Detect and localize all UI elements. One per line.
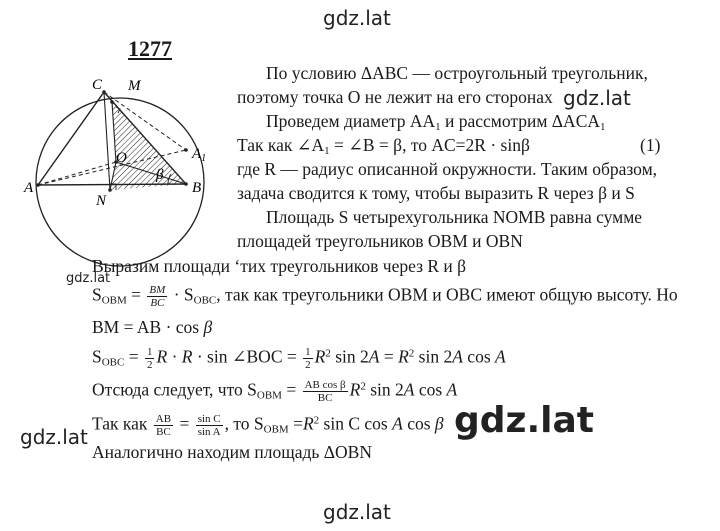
text-line-12: $S_{OBC}$ = $\frac{1}{2}$ R · R · sin ∠BOC = $\frac{1}{2}$ $R^2$ $\sin 2A = R^2$ sin 2A cos A	[92, 346, 506, 371]
watermark-inline: gdz.lat	[563, 86, 631, 110]
text-line-15: Аналогично находим площадь ΔOBN	[92, 442, 372, 462]
text-line-14: Так как $\frac{AB}{BC}$ = $\frac{\text{sin C}}{\text{sin A}}$ , то $S_{OBM} =R^2$ sin C cos A cos β	[92, 413, 444, 438]
segment-ao	[38, 162, 116, 185]
watermark-bottom: gdz.lat	[323, 500, 391, 524]
equation-number: (1)	[640, 135, 661, 155]
geometry-figure	[20, 72, 220, 272]
point-a1	[184, 148, 188, 152]
text-line-2: поэтому точка O не лежит на его сторонах	[237, 87, 553, 107]
label-a: A	[24, 180, 34, 196]
label-a1: $A_1$	[192, 146, 207, 164]
point-m	[110, 100, 114, 104]
point-c	[102, 90, 106, 94]
text-line-4: Так как $\angle A_1$ = ∠B = β, то AC=2R · sinβ	[237, 135, 530, 157]
label-b: B	[192, 180, 202, 196]
watermark-big: gdz.lat	[454, 400, 595, 441]
label-m: M	[128, 78, 141, 94]
point-n	[108, 188, 112, 192]
text-line-5: где R — радиус описанной окружности. Таким образом,	[237, 159, 658, 179]
text-line-13: Отсюда следует, что $S_{OBM}$ = $\frac{\text{AB cos β}}{BC}$ $R^2$ sin 2A cos A	[92, 379, 458, 404]
text-line-7: Площадь S четырехугольника NOMB равна сумме	[266, 207, 643, 227]
watermark-left-mid: gdz.lat	[20, 425, 88, 449]
point-a	[36, 183, 40, 187]
point-b	[184, 182, 188, 186]
text-line-6: задача сводится к тому, чтобы выразить R через β и S	[237, 183, 635, 203]
text-line-11: BM = AB · cos β	[92, 317, 213, 337]
label-beta: β	[156, 167, 164, 183]
text-line-1: По условию ΔABC — остроугольный треугольник,	[266, 63, 648, 83]
watermark-top: gdz.lat	[323, 6, 391, 30]
watermark-left-small: gdz.lat	[66, 271, 111, 286]
text-line-10: $S_{OBM}$ = $\frac{BM}{BC}$ · $S_{OBC}$, так как треугольники OBM и OBC имеют общую высоту. Но	[92, 284, 678, 309]
problem-number: 1277	[128, 36, 172, 61]
text-line-8: площадей треугольников OBM и OBN	[237, 231, 523, 251]
text-line-9: Выразим площади ‘тих треугольников через R и β	[92, 256, 467, 276]
segment-cn	[104, 92, 110, 190]
label-o: O	[116, 150, 127, 166]
hatched-quadrilateral	[110, 102, 186, 190]
label-n: N	[96, 193, 107, 209]
label-c: C	[92, 77, 103, 93]
text-line-3: Проведем диаметр $AA_1$ и рассмотрим $\Delta ACA_1$	[266, 111, 606, 133]
